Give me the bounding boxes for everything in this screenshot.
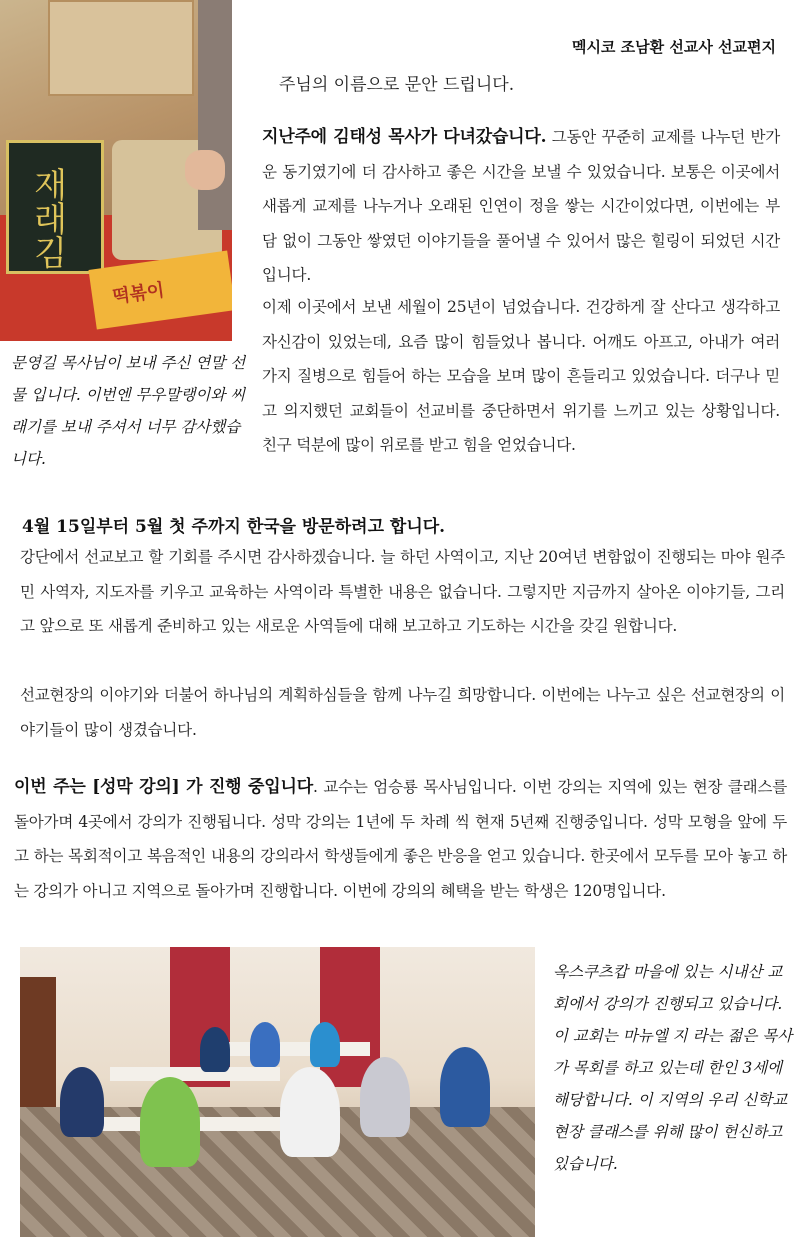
person-hand	[185, 150, 225, 190]
seaweed-label: 재래김	[27, 167, 67, 269]
table	[220, 1042, 370, 1056]
student	[310, 1022, 340, 1067]
student	[440, 1047, 490, 1127]
student	[200, 1027, 230, 1072]
classroom-photo	[20, 947, 535, 1237]
korea-visit-heading: 4월 15일부터 5월 첫 주까지 한국을 방문하려고 합니다.	[22, 517, 446, 537]
letter-header: 멕시코 조남환 선교사 선교편지	[571, 38, 776, 56]
paragraph-visit-lead: 지난주에 김태성 목사가 다녀갔습니다.	[262, 127, 547, 147]
student	[360, 1057, 410, 1137]
greeting: 주님의 이름으로 문안 드립니다.	[279, 75, 515, 95]
paragraph-hope: 선교현장의 이야기와 더불어 하나님의 계획하심들을 함께 나누길 희망합니다. 이번에는 나누고 싶은 선교현장의 이야기들이 많이 생겼습니다.	[20, 686, 785, 739]
photo1-caption: 문영길 목사님이 보내 주신 연말 선물 입니다. 이번엔 무우말랭이와 씨래기를 보내 주셔서 너무 감사했습니다.	[11, 354, 246, 468]
student	[140, 1077, 200, 1167]
table	[110, 1067, 280, 1081]
paragraph-tabernacle-body: . 교수는 엄승룡 목사님입니다. 이번 강의는 지역에 있는 현장 클래스를 돌아가며 4곳에서 강의가 진행됩니다. 성막 강의는 1년에 두 차례 씩 현재 5년째 진행중입니다. 성막 모형을 앞에 두고 하는 목회적이고 복음적인 내용의 강의라서 학생들에게 좋은 반응을 얻고 있습니다. 한곳에서 모두를 모아 놓고 하는 강의가 아니고 지역으로 돌아가며 진행합니다. 이번에 강의의 혜택을 받는 학생은 120명입니다.	[14, 778, 787, 900]
paragraph-tabernacle	[14, 770, 787, 908]
paragraph-report: 강단에서 선교보고 할 기회를 주시면 감사하겠습니다. 늘 하던 사역이고, 지난 20여년 변함없이 진행되는 마야 원주민 사역자, 지도자를 키우고 교육하는 사역이라 특별한 내용은 없습니다. 그렇지만 지금까지 살아온 이야기들, 그리고 앞으로 또 새롭게 준비하고 있는 새로운 사역들에 대해 보고하고 기도하는 시간을 갖길 원합니다.	[20, 548, 785, 635]
gift-package-photo	[0, 0, 232, 341]
cardboard-box	[48, 0, 194, 96]
student	[280, 1067, 340, 1157]
paragraph-tabernacle-lead: 이번 주는 [성막 강의] 가 진행 중입니다	[14, 777, 313, 797]
paragraph-visit	[262, 120, 780, 293]
paragraph-health: 이제 이곳에서 보낸 세월이 25년이 넘었습니다. 건강하게 잘 산다고 생각하고 자신감이 있었는데, 요즘 많이 힘들었나 봅니다. 어깨도 아프고, 아내가 여러 가지 질병으로 힘들어 하는 모습을 보며 많이 흔들리고 있었습니다. 더구나 믿고 의지했던 교회들이 선교비를 중단하면서 위기를 느끼고 있는 상황입니다. 친구 덕분에 많이 위로를 받고 힘을 얻었습니다.	[262, 298, 780, 454]
student	[250, 1022, 280, 1067]
seaweed-package	[6, 140, 104, 274]
photo2-caption: 옥스쿠츠캅 마을에 있는 시내산 교회에서 강의가 진행되고 있습니다. 이 교회는 마뉴엘 지 라는 젊은 목사가 목회를 하고 있는데 한인 3세에 해당합니다. 이 지역의 우리 신학교 현장 클래스를 위해 많이 헌신하고 있습니다.	[553, 963, 793, 1173]
student	[60, 1067, 104, 1137]
paragraph-visit-body: 그동안 꾸준히 교제를 나누던 반가운 동기였기에 더 감사하고 좋은 시간을 보낼 수 있었습니다. 보통은 이곳에서 새롭게 교제를 나누거나 오래된 인연이 정을 쌓는 시간이었다면, 이번에는 부담 없이 그동안 쌓였던 이야기들을 풀어낼 수 있어서 많은 힐링이 되었던 시간입니다.	[262, 128, 780, 284]
person-arm	[198, 0, 232, 230]
snack-label: 떡볶이	[111, 279, 166, 308]
